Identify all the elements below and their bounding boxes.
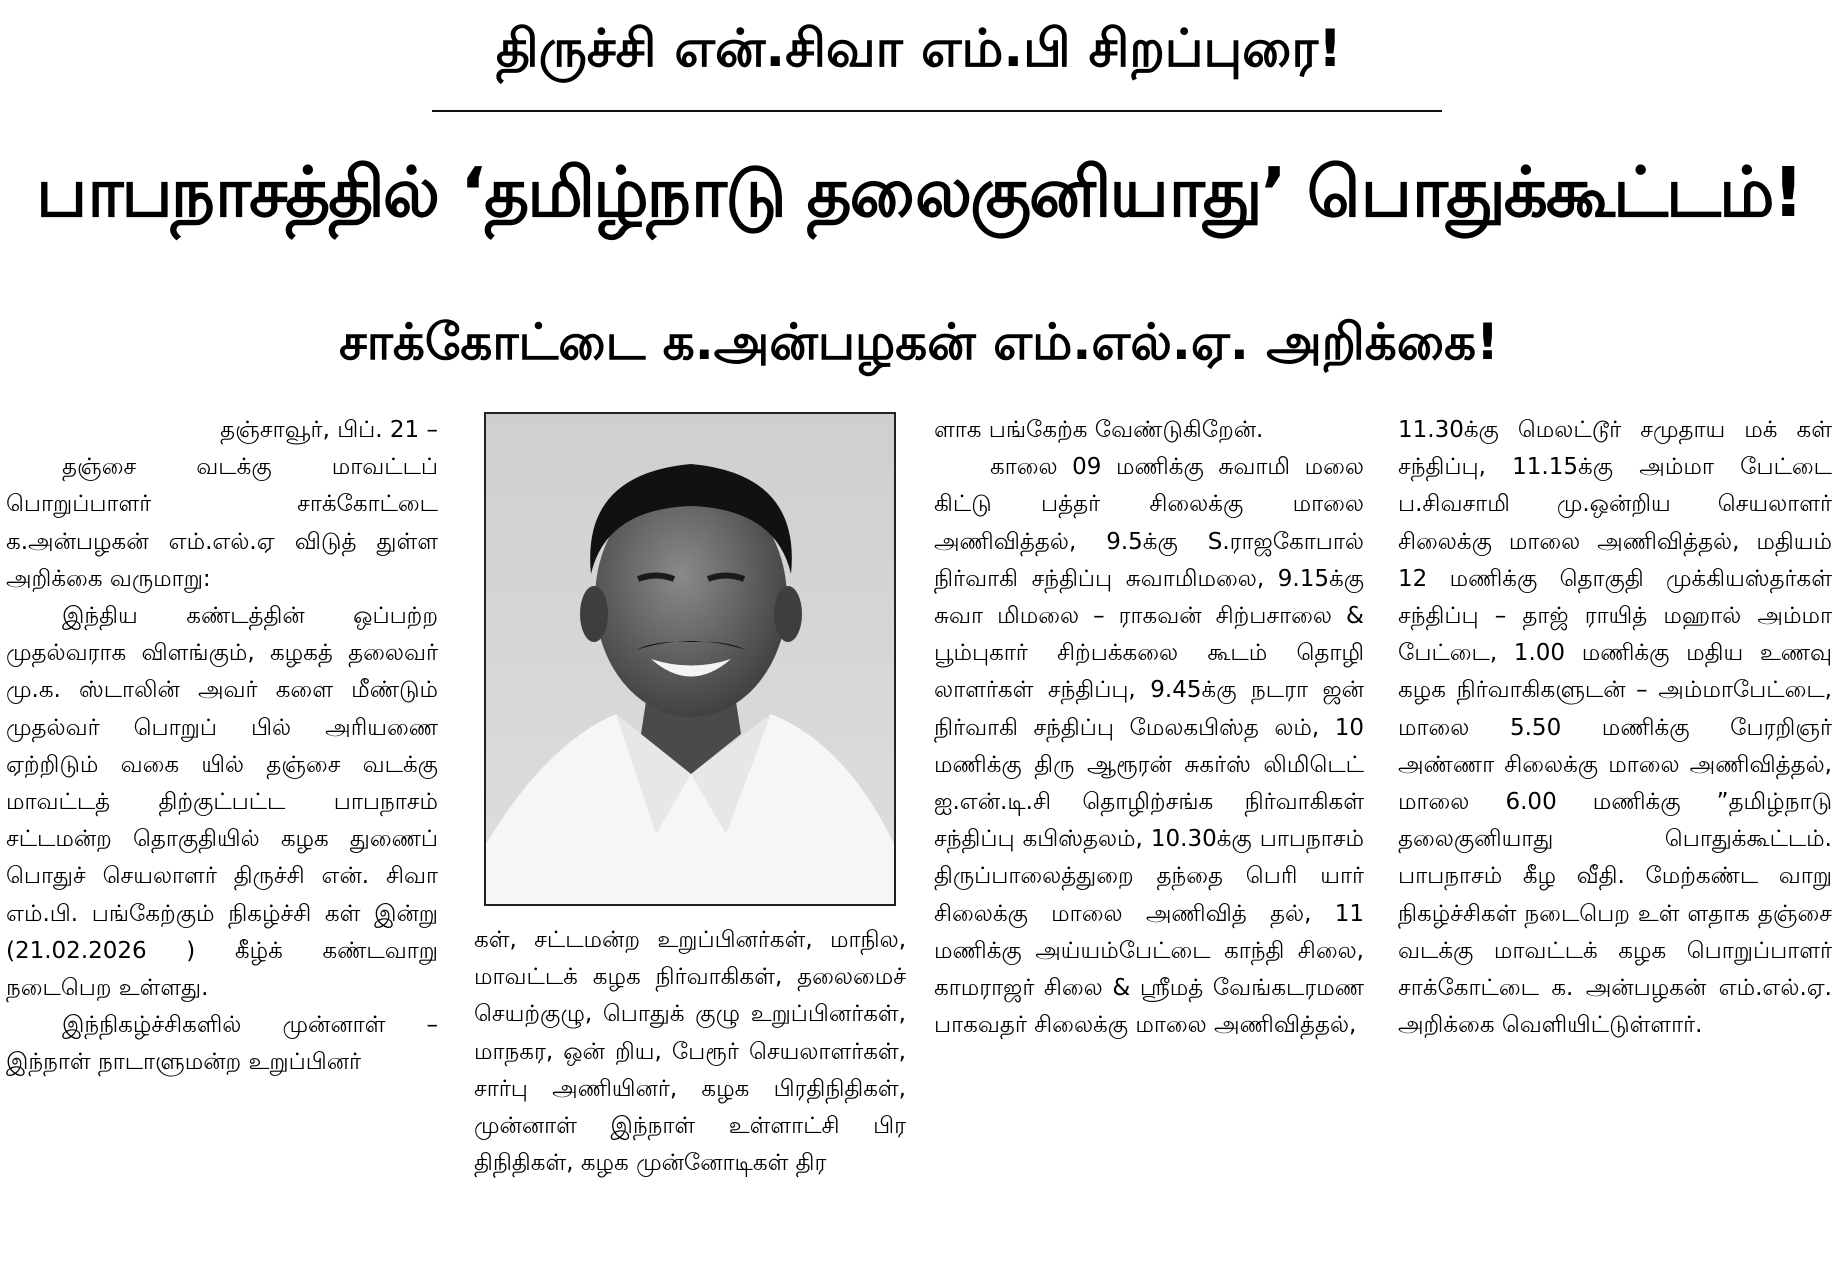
article-paragraph: காலை 09 மணிக்கு சுவாமி மலை கிட்டு பத்தர் சிலைக்கு மாலை அணிவித்தல், 9.5க்கு S.ராஜகோபால் நிர்வாகி சந்திப்பு சுவாமிமலை, 9.15க்கு சுவா மிமலை – ராகவன் சிற்பசாலை & பூம்புகார் சிற்பக்கலை கூடம் தொழி லாளர்கள் சந்திப்பு, 9.45க்கு நடரா ஜன் நிர்வாகி சந்திப்பு மேலகபிஸ்த லம், 10 மணிக்கு திரு ஆரூரன் சுகர்ஸ் லிமிடெட் ஐ.என்.டி.சி தொழிற்சங்க நிர்வாகிகள் சந்திப்பு கபிஸ்தலம், 10.30க்கு பாபநாசம் திருப்பாலைத்துறை தந்தை பெரி யார் சிலைக்கு மாலை அணிவித் தல், 11 மணிக்கு அய்யம்பேட்டை காந்தி சிலை, காமராஜர் சிலை & ஸ்ரீமத் வேங்கடரமண பாகவதர் சிலைக்கு மாலை அணிவித்தல்,	[934, 454, 1364, 1039]
headline-sub: சாக்கோட்டை க.அன்பழகன் எம்.எல்.ஏ. அறிக்கை!	[339, 313, 1499, 371]
article-paragraph: இந்திய கண்டத்தின் ஒப்பற்ற முதல்வராக விளங்கும், கழகத் தலைவர் மு.க. ஸ்டாலின் அவர் களை மீண்டும் முதல்வர் பொறுப் பில் அரியணை ஏற்றிடும் வகை யில் தஞ்சை வடக்கு மாவட்டத் திற்குட்பட்ட பாபநாசம் சட்டமன்ற தொகுதியில் கழக துணைப் பொதுச் செயலாளர் திருச்சி என். சிவா எம்.பி. பங்கேற்கும் நிகழ்ச்சி கள் இன்று (21.02.2026 ) கீழ்க் கண்டவாறு நடைபெற உள்ளது.	[6, 603, 438, 1002]
article-column-3	[934, 412, 1364, 1044]
headline-divider	[432, 110, 1442, 112]
article-paragraph: 11.30க்கு மெலட்டூர் சமுதாய மக் கள் சந்திப்பு, 11.15க்கு அம்மா பேட்டை ப.சிவசாமி மு.ஒன்றிய செயலாளர் சிலைக்கு மாலை அணிவித்தல், மதியம் 12 மணிக்கு தொகுதி முக்கியஸ்தர்கள் சந்திப்பு – தாஜ் ராயித் மஹால் அம்மா பேட்டை, 1.00 மணிக்கு மதிய உணவு கழக நிர்வாகிகளுடன் – அம்மாபேட்டை, மாலை 5.50 மணிக்கு பேரறிஞர் அண்ணா சிலைக்கு மாலை அணிவித்தல், மாலை 6.00 மணிக்கு ”தமிழ்நாடு தலைகுனியாது பொதுக்கூட்டம். பாபநாசம் கீழ வீதி. மேற்கண்ட வாறு நிகழ்ச்சிகள் நடைபெற உள் ளதாக தஞ்சை வடக்கு மாவட்டக் கழக பொறுப்பாளர் சாக்கோட்டை க. அன்பழகன் எம்.எல்.ஏ. அறிக்கை வெளியிட்டுள்ளார்.	[1398, 417, 1832, 1039]
article-paragraph: கள், சட்டமன்ற உறுப்பினர்கள், மாநில, மாவட்டக் கழக நிர்வாகிகள், தலைமைச் செயற்குழு, பொதுக் குழு உறுப்பினர்கள், மாநகர, ஒன் றிய, பேரூர் செயலாளர்கள், சார்பு அணியினர், கழக பிரதிநிதிகள், முன்னாள் இந்நாள் உள்ளாட்சி பிர திநிதிகள், கழக முன்னோடிகள் திர	[474, 927, 906, 1177]
article-paragraph: தஞ்சை வடக்கு மாவட்டப் பொறுப்பாளர் சாக்கோட்டை க.அன்பழகன் எம்.எல்.ஏ விடுத் துள்ள அறிக்கை வருமாறு:	[6, 454, 438, 592]
article-paragraph: ளாக பங்கேற்க வேண்டுகிறேன்.	[934, 417, 1264, 443]
article-column-2	[474, 922, 906, 1182]
article-column-1	[6, 412, 438, 1082]
portrait-photo	[484, 412, 896, 906]
article-column-4	[1398, 412, 1832, 1044]
headline-main: பாபநாசத்தில் ‘தமிழ்நாடு தலைகுனியாது’ பொதுக்கூட்டம்!	[36, 153, 1802, 233]
headline-kicker: திருச்சி என்.சிவா எம்.பி சிறப்புரை!	[496, 19, 1342, 79]
article-dateline: தஞ்சாவூர், பிப். 21 –	[220, 417, 438, 443]
article-paragraph: இந்நிகழ்ச்சிகளில் முன்னாள் – இந்நாள் நாடாளுமன்ற உறுப்பினர்	[6, 1012, 438, 1076]
